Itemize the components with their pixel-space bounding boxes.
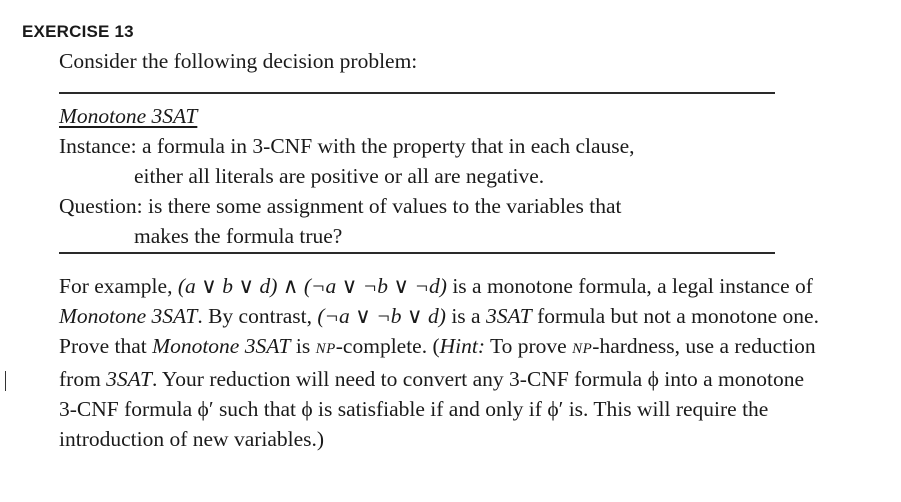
margin-change-bar — [5, 371, 6, 391]
body-text-span: is a — [445, 304, 486, 328]
body-text-span: . Your reduction will need to convert any 3-CNF formula ϕ into a monotone — [151, 367, 805, 391]
exercise-body — [59, 271, 879, 454]
nonmonotone-example-formula: (¬a ∨ ¬b ∨ d) — [317, 304, 446, 328]
question-line-2: makes the formula true? — [134, 224, 343, 248]
complexity-class: NP — [572, 341, 593, 357]
instance-line-1: Instance: a formula in 3-CNF with the property that in each clause, — [59, 134, 635, 158]
exercise-heading: EXERCISE 13 — [22, 22, 134, 41]
body-text-span: is a monotone formula, a legal instance of — [446, 274, 813, 298]
question-line-1: Question: is there some assignment of values to the variables that — [59, 194, 622, 218]
body-text-span: . By contrast, — [197, 304, 318, 328]
body-text-span: To prove — [485, 334, 573, 358]
body-line-3 — [59, 331, 879, 364]
problem-name-ref: 3SAT — [485, 304, 532, 328]
body-text-span: -complete. ( — [335, 334, 440, 358]
body-text-span: Prove that — [59, 334, 153, 358]
body-line-5: 3-CNF formula ϕ′ such that ϕ is satisfiable if and only if ϕ′ is. This will require the — [59, 397, 769, 421]
body-line-1 — [59, 271, 879, 301]
body-text-span: -hardness, use a reduction — [592, 334, 816, 358]
problem-name-ref: Monotone 3SAT — [152, 334, 291, 358]
hint-label: Hint: — [439, 334, 486, 358]
monotone-example-formula: (a ∨ b ∨ d) ∧ (¬a ∨ ¬b ∨ ¬d) — [177, 274, 447, 298]
body-line-4 — [59, 364, 879, 394]
body-text-span: from — [59, 367, 107, 391]
intro-text: Consider the following decision problem: — [59, 49, 418, 73]
body-line-2 — [59, 301, 879, 331]
body-text-span: formula but not a monotone one. — [531, 304, 819, 328]
problem-name-ref: Monotone 3SAT — [59, 304, 198, 328]
complexity-class: NP — [315, 341, 336, 357]
bottom-rule — [59, 252, 775, 254]
problem-box — [59, 101, 775, 251]
top-rule — [59, 92, 775, 94]
problem-title: Monotone 3SAT — [59, 104, 198, 128]
body-line-6: introduction of new variables.) — [59, 427, 325, 451]
body-text-span: For example, — [59, 274, 178, 298]
body-text-span: is — [290, 334, 316, 358]
problem-title-line — [59, 101, 775, 131]
instance-line-2: either all literals are positive or all are negative. — [134, 164, 545, 188]
problem-name-ref: 3SAT — [106, 367, 152, 391]
